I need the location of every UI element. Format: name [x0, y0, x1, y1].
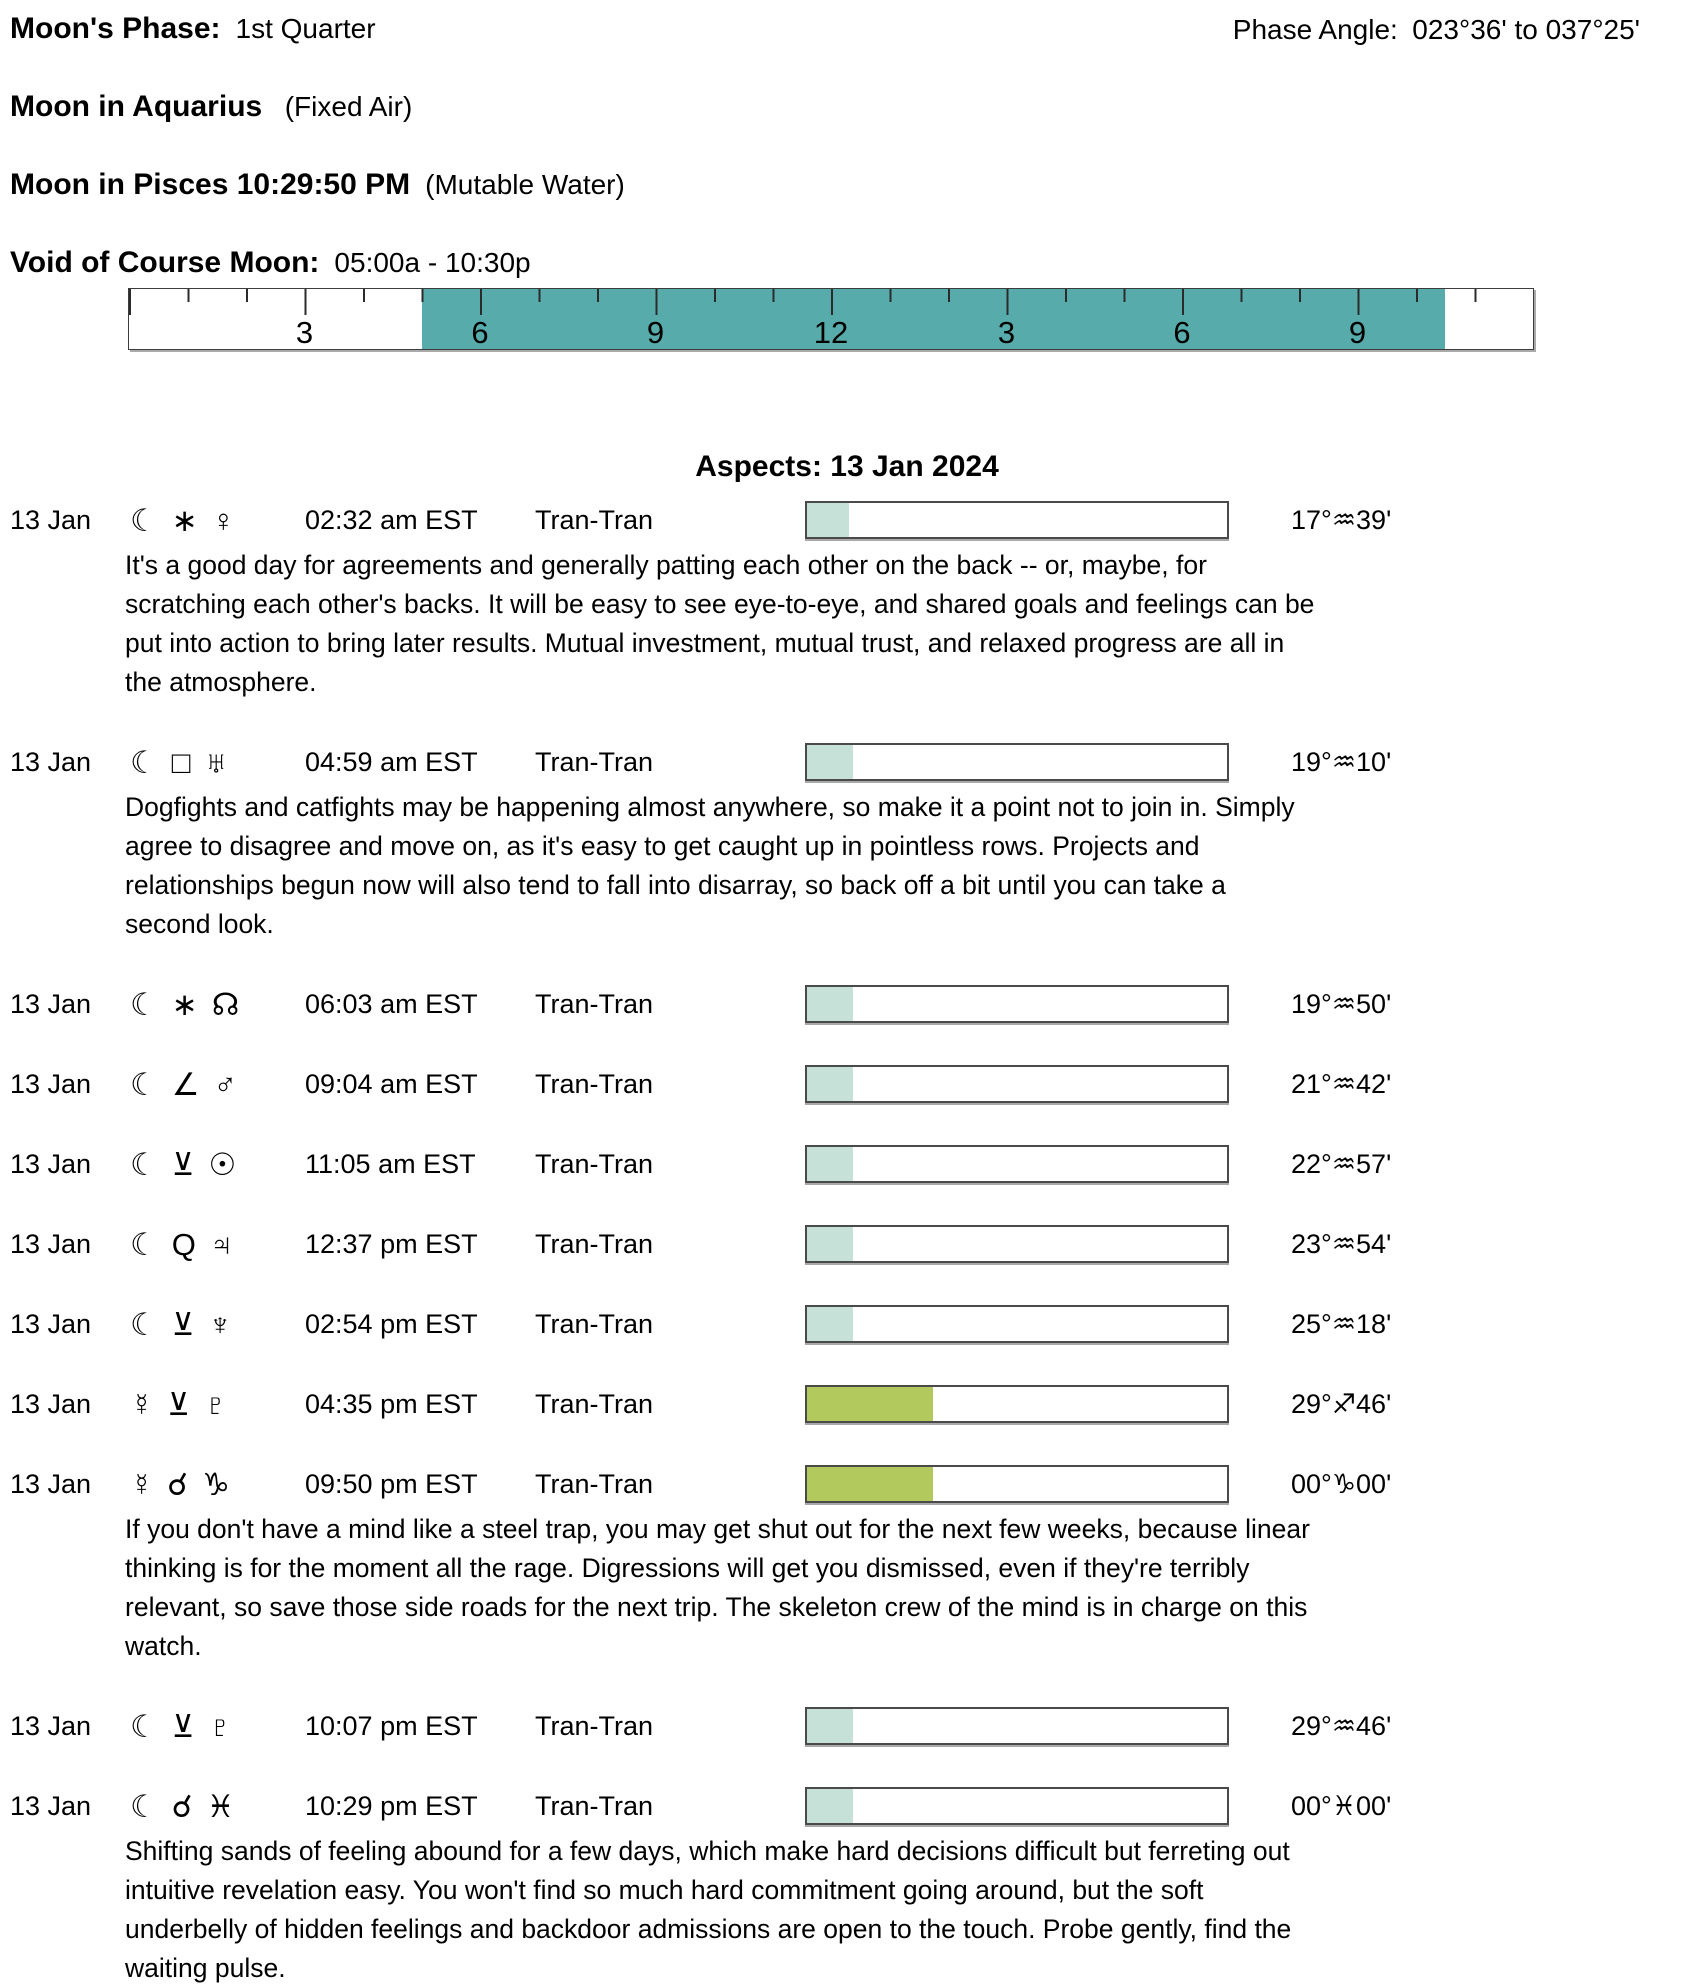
void-of-course-label: Void of Course Moon: — [10, 246, 320, 279]
aspect-progress-bar — [805, 1787, 1229, 1825]
aspect-position: 22°♒57' — [1291, 1148, 1392, 1179]
aspects-title: Aspects: 13 Jan 2024 — [695, 450, 999, 483]
aspect-time: 09:50 pm EST — [305, 1468, 478, 1499]
planet2-icon: ♂ — [213, 1066, 237, 1102]
planet1-icon: ☾ — [130, 1066, 158, 1102]
planet1-icon: ☿ — [130, 1466, 154, 1502]
moon-phase-value: 1st Quarter — [235, 13, 376, 44]
aspect-progress-bar — [805, 743, 1229, 781]
aspect-progress-bar — [805, 985, 1229, 1023]
aspect-progress-fill — [807, 1067, 853, 1101]
moon-sign-2: Moon in Pisces 10:29:50 PM — [10, 168, 411, 201]
moon-sign-1: Moon in Aquarius — [10, 90, 263, 123]
aspect-glyphs — [130, 1306, 305, 1342]
aspect-type: Tran-Tran — [535, 1790, 654, 1821]
moon-sign-line-1 — [10, 90, 1684, 126]
aspect-progress-fill — [807, 1387, 933, 1421]
ruler-hour-label: 3 — [997, 315, 1016, 350]
aspect-progress-fill — [807, 1789, 853, 1823]
aspect-type: Tran-Tran — [535, 1308, 654, 1339]
aspect-row — [10, 1300, 1684, 1348]
aspect-date: 13 Jan — [10, 1710, 92, 1741]
aspect-progress-fill — [807, 1227, 853, 1261]
void-of-course-line — [10, 246, 1684, 282]
aspect-time: 12:37 pm EST — [305, 1228, 478, 1259]
aspect-glyphs — [130, 1708, 305, 1744]
aspect-glyphs — [130, 1466, 305, 1502]
aspect-date: 13 Jan — [10, 1790, 92, 1821]
planet2-icon: ☊ — [211, 986, 240, 1022]
aspect-icon: ⊻ — [167, 1386, 190, 1422]
aspect-row-line — [10, 980, 1684, 1028]
aspect-date: 13 Jan — [10, 1228, 92, 1259]
aspect-position: 29°♒46' — [1291, 1710, 1392, 1741]
planet1-icon: ☾ — [130, 1146, 158, 1182]
aspect-date: 13 Jan — [10, 1468, 92, 1499]
planet2-icon: ♆ — [208, 1306, 232, 1342]
aspect-row-line — [10, 738, 1684, 786]
ruler-hour-label: 12 — [813, 315, 849, 350]
aspect-time: 04:35 pm EST — [305, 1388, 478, 1419]
aspect-progress-fill — [807, 1307, 853, 1341]
aspect-glyphs — [130, 1386, 305, 1422]
aspect-progress-bar — [805, 1225, 1229, 1263]
aspect-progress-bar — [805, 1145, 1229, 1183]
aspect-interpretation: Shifting sands of feeling abound for a few days, which make hard decisions difficult but ferreting out intuitive revelation easy. You won't find so much hard commitment going around, but the soft underbelly of hidden feelings and backdoor admissions are open to the touch. Probe gently, find the waiting pulse. — [125, 1836, 1292, 1983]
ruler-hour-label: 6 — [1173, 315, 1191, 350]
aspect-icon: □ — [171, 744, 191, 780]
aspect-icon: ∗ — [171, 502, 198, 538]
aspect-glyphs — [130, 744, 305, 780]
aspect-position: 29°♐46' — [1291, 1388, 1392, 1419]
aspect-progress-fill — [807, 1709, 853, 1743]
aspect-row-line — [10, 1460, 1684, 1508]
aspect-progress-fill — [807, 987, 853, 1021]
aspect-row — [10, 1380, 1684, 1428]
void-of-course-ruler — [128, 288, 1534, 350]
aspect-date: 13 Jan — [10, 504, 92, 535]
aspect-progress-bar — [805, 501, 1229, 539]
aspect-type: Tran-Tran — [535, 746, 654, 777]
planet1-icon: ☾ — [130, 1788, 158, 1824]
moon-phase-label: Moon's Phase: — [10, 12, 221, 45]
planet2-icon: ☉ — [208, 1146, 237, 1182]
aspect-row-line — [10, 1220, 1684, 1268]
ruler-hour-label: 9 — [1348, 315, 1367, 350]
aspect-date: 13 Jan — [10, 988, 92, 1019]
aspect-progress-bar — [805, 1385, 1229, 1423]
aspect-glyphs — [130, 1226, 305, 1262]
aspect-icon: ☌ — [167, 1466, 189, 1502]
aspect-time: 06:03 am EST — [305, 988, 478, 1019]
aspect-icon: ⊻ — [171, 1146, 195, 1182]
moon-sign-1-note: (Fixed Air) — [284, 91, 413, 122]
aspect-progress-bar — [805, 1707, 1229, 1745]
aspect-time: 04:59 am EST — [305, 746, 478, 777]
aspect-date: 13 Jan — [10, 1148, 92, 1179]
aspect-row-line — [10, 1380, 1684, 1428]
ruler-hour-label: 3 — [295, 315, 314, 350]
aspect-type: Tran-Tran — [535, 1710, 654, 1741]
aspect-row — [10, 496, 1684, 702]
planet2-icon: ♀ — [211, 502, 236, 538]
aspect-progress-bar — [805, 1465, 1229, 1503]
aspect-type: Tran-Tran — [535, 988, 654, 1019]
aspect-position: 23°♒54' — [1291, 1228, 1392, 1259]
planet1-icon: ☾ — [130, 986, 158, 1022]
aspect-icon: Q — [171, 1226, 196, 1262]
planet2-icon: ♓ — [206, 1788, 235, 1824]
aspect-interpretation: Dogfights and catfights may be happening almost anywhere, so make it a point not to join in. Simply agree to disagree and move on, as it's easy to get caught up in pointless rows. Projects and relationships begun now will also tend to fall into disarray, so back off a bit until you can take a second look. — [125, 792, 1295, 939]
aspect-row-line — [10, 1300, 1684, 1348]
aspect-date: 13 Jan — [10, 1308, 92, 1339]
aspect-row — [10, 1140, 1684, 1188]
aspect-position: 25°♒18' — [1291, 1308, 1392, 1339]
void-of-course-value: 05:00a - 10:30p — [334, 247, 531, 278]
aspect-position: 19°♒50' — [1291, 988, 1392, 1019]
aspect-position: 00°♑00' — [1291, 1468, 1392, 1499]
aspect-time: 02:32 am EST — [305, 504, 478, 535]
planet1-icon: ☾ — [130, 1306, 158, 1342]
aspect-type: Tran-Tran — [535, 1068, 654, 1099]
aspect-type: Tran-Tran — [535, 1228, 654, 1259]
aspect-glyphs — [130, 1788, 305, 1824]
aspect-row — [10, 1060, 1684, 1108]
planet1-icon: ☾ — [130, 1226, 158, 1262]
aspect-position: 21°♒42' — [1291, 1068, 1392, 1099]
aspect-progress-fill — [807, 1467, 933, 1501]
aspect-row — [10, 980, 1684, 1028]
planet2-icon: ♅ — [204, 744, 228, 780]
aspect-row — [10, 1460, 1684, 1666]
planet1-icon: ☾ — [130, 502, 158, 538]
aspect-glyphs — [130, 1146, 305, 1182]
aspect-progress-fill — [807, 1147, 853, 1181]
aspect-type: Tran-Tran — [535, 1468, 654, 1499]
aspect-interpretation: If you don't have a mind like a steel trap, you may get shut out for the next few weeks, because linear thinking is for the moment all the rage. Digressions will get you dismissed, even if they're terribly relevant, so save those side roads for the next trip. The skeleton crew of the mind is in charge on this watch. — [125, 1514, 1310, 1661]
aspect-row-line — [10, 1702, 1684, 1750]
planet2-icon: ♇ — [203, 1386, 228, 1422]
aspect-time: 10:29 pm EST — [305, 1790, 478, 1821]
phase-angle-label: Phase Angle: — [1232, 14, 1398, 45]
aspect-position: 00°♓00' — [1291, 1790, 1392, 1821]
ruler-hour-label: 9 — [646, 315, 665, 350]
aspect-row — [10, 1220, 1684, 1268]
aspect-interpretation: It's a good day for agreements and generally patting each other on the back -- or, maybe, for scratching each other's backs. It will be easy to see eye-to-eye, and shared goals and feelings can be put into action to bring later results. Mutual investment, mutual trust, and relaxed progress are all in the atmosphere. — [125, 550, 1315, 697]
aspect-glyphs — [130, 502, 305, 538]
aspect-time: 10:07 pm EST — [305, 1710, 478, 1741]
ruler-3hour-ticks — [129, 289, 1533, 315]
aspect-glyphs — [130, 1066, 305, 1102]
aspect-row-line — [10, 1782, 1684, 1830]
aspect-time: 11:05 am EST — [305, 1148, 476, 1179]
aspect-progress-fill — [807, 503, 849, 537]
aspect-list — [10, 496, 1684, 1988]
aspect-type: Tran-Tran — [535, 1148, 654, 1179]
aspect-glyphs — [130, 986, 305, 1022]
phase-angle — [1233, 14, 1640, 46]
moon-sign-line-2 — [10, 168, 1684, 204]
aspect-progress-fill — [807, 745, 853, 779]
aspect-icon: ∗ — [171, 986, 198, 1022]
aspect-date: 13 Jan — [10, 1388, 92, 1419]
aspect-type: Tran-Tran — [535, 1388, 654, 1419]
aspect-row — [10, 1702, 1684, 1750]
moon-sign-2-note: (Mutable Water) — [425, 169, 625, 200]
aspect-time: 02:54 pm EST — [305, 1308, 478, 1339]
aspect-date: 13 Jan — [10, 746, 92, 777]
aspect-row-line — [10, 1060, 1684, 1108]
ruler-hour-label: 6 — [471, 315, 489, 350]
planet2-icon: ♑ — [202, 1466, 230, 1502]
aspect-position: 17°♒39' — [1291, 504, 1392, 535]
aspect-icon: ⊻ — [171, 1708, 195, 1744]
aspect-progress-bar — [805, 1305, 1229, 1343]
aspect-type: Tran-Tran — [535, 504, 654, 535]
aspect-time: 09:04 am EST — [305, 1068, 478, 1099]
planet1-icon: ☾ — [130, 744, 158, 780]
aspect-row-line — [10, 496, 1684, 544]
phase-angle-value: 023°36' to 037°25' — [1412, 14, 1640, 45]
aspect-date: 13 Jan — [10, 1068, 92, 1099]
aspect-icon: ⊻ — [171, 1306, 195, 1342]
aspect-icon: ☌ — [171, 1788, 193, 1824]
planet1-icon: ☿ — [130, 1386, 154, 1422]
planet1-icon: ☾ — [130, 1708, 158, 1744]
planet2-icon: ♃ — [209, 1226, 234, 1262]
aspect-row — [10, 738, 1684, 944]
aspect-row-line — [10, 1140, 1684, 1188]
aspect-position: 19°♒10' — [1291, 746, 1392, 777]
aspect-row — [10, 1782, 1684, 1988]
aspect-icon: ∠ — [171, 1066, 200, 1102]
planet2-icon: ♇ — [208, 1708, 232, 1744]
aspect-progress-bar — [805, 1065, 1229, 1103]
